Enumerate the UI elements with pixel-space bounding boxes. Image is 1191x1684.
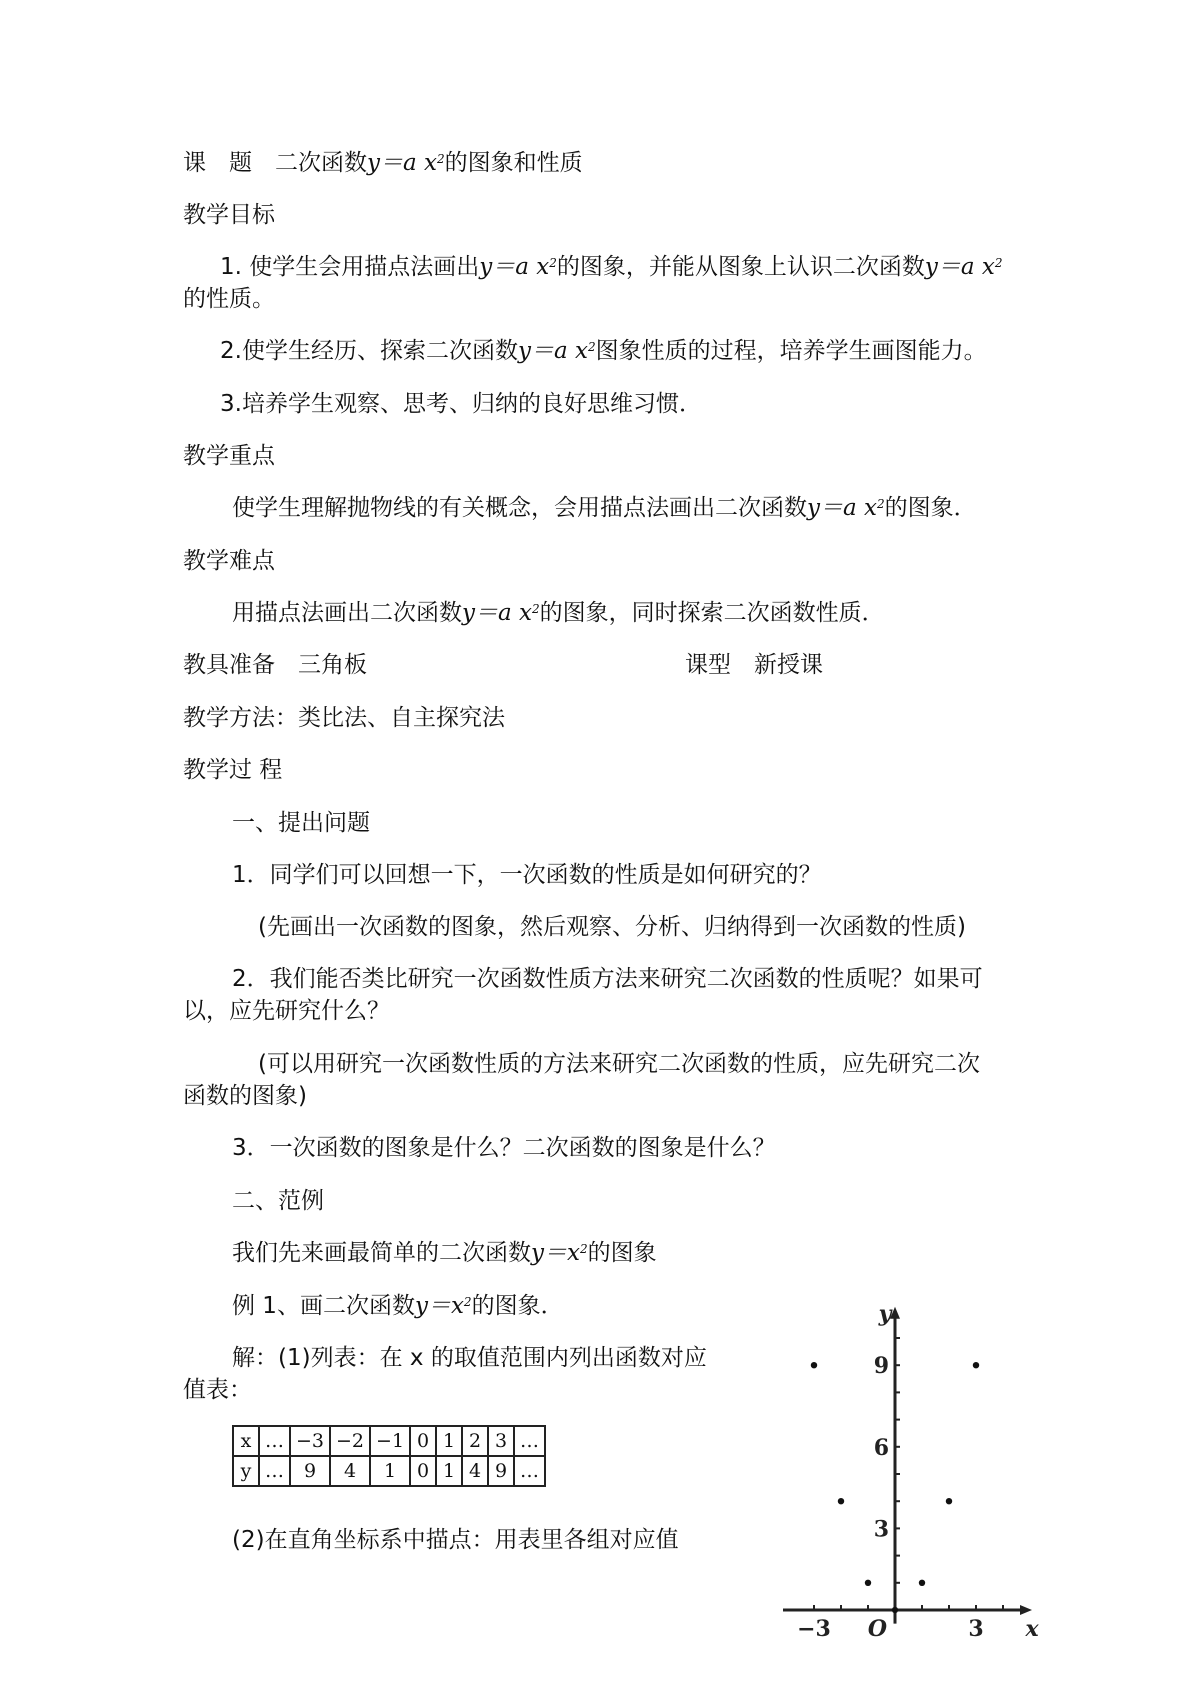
formula: y＝a $x^2$ <box>462 600 540 626</box>
tools-value: 三角板 <box>298 652 367 678</box>
table-cell: 1 <box>436 1456 462 1486</box>
key-points-text: 使学生理解抛物线的有关概念，会用描点法画出二次函数y＝a $x^2$的图象． <box>232 495 977 521</box>
table-cell: 1 <box>370 1456 410 1486</box>
scatter-chart <box>760 1300 1050 1640</box>
formula: y＝a $x^2$ <box>479 254 557 280</box>
objective-1-line1: 1. 使学生会用描点法画出y＝a $x^2$的图象，并能从图象上认识二次函数y＝a $x^2$ <box>220 254 1003 280</box>
answer-2-line2: 函数的图象) <box>183 1083 307 1109</box>
answer-2-line1: (可以用研究一次函数性质的方法来研究二次函数的性质，应先研究二次 <box>258 1051 980 1077</box>
data-point <box>892 1607 898 1613</box>
objective-3: 3.培养学生观察、思考、归纳的良好思维习惯． <box>220 391 702 417</box>
key-points-heading: 教学重点 <box>183 443 275 469</box>
title-suffix: 的图象和性质 <box>444 150 583 176</box>
y-axis-label: y <box>878 1300 892 1327</box>
x-axis-arrow <box>1020 1605 1032 1615</box>
difficulties-text: 用描点法画出二次函数y＝a $x^2$的图象，同时探索二次函数性质． <box>232 600 885 626</box>
section2-heading: 二、范例 <box>232 1188 324 1214</box>
table-cell: 0 <box>410 1426 436 1456</box>
step-2: (2)在直角坐标系中描点：用表里各组对应值 <box>232 1527 679 1553</box>
solution-line1: 解：(1)列表：在 x 的取值范围内列出函数对应 <box>232 1345 707 1371</box>
tools-row <box>183 650 367 680</box>
solution-line2: 值表： <box>183 1377 252 1403</box>
tools-label: 教具准备 <box>183 652 275 678</box>
data-point <box>919 1580 925 1586</box>
question-2-line1: 2．我们能否类比研究一次函数性质方法来研究二次函数的性质呢？如果可 <box>232 966 983 992</box>
answer-1: (先画出一次函数的图象，然后观察、分析、归纳得到一次函数的性质) <box>258 914 966 940</box>
question-1: 1．同学们可以回想一下，一次函数的性质是如何研究的？ <box>232 862 822 888</box>
data-point <box>865 1580 871 1586</box>
table-cell: … <box>259 1426 290 1456</box>
formula: y＝a $x^2$ <box>367 150 445 176</box>
example-1: 例 1、画二次函数$y=x^2$的图象． <box>232 1293 564 1319</box>
objective-2: 2.使学生经历、探索二次函数y＝a $x^2$图象性质的过程，培养学生画图能力。 <box>220 338 987 364</box>
y-axis-arrow <box>890 1307 900 1319</box>
lesson-type-label: 课型 <box>685 652 731 678</box>
table-cell: −2 <box>330 1426 370 1456</box>
table-cell: 4 <box>330 1456 370 1486</box>
section2-intro: 我们先来画最简单的二次函数$y=x^2$的图象 <box>232 1240 657 1266</box>
objective-1-line2: 的性质。 <box>183 286 275 312</box>
value-table <box>232 1425 546 1487</box>
origin-label: O <box>867 1616 887 1640</box>
table-cell: −1 <box>370 1426 410 1456</box>
y-tick-label: 9 <box>873 1353 889 1380</box>
data-point <box>973 1362 979 1368</box>
title-text: 二次函数 <box>275 150 367 176</box>
x-tick-label: 3 <box>968 1616 984 1640</box>
table-cell: 2 <box>462 1426 488 1456</box>
x-tick-label: −3 <box>797 1616 831 1640</box>
lesson-type <box>685 650 823 680</box>
formula: y＝a $x^2$ <box>517 338 596 364</box>
question-2-line2: 以，应先研究什么？ <box>183 998 390 1024</box>
table-cell: 1 <box>436 1426 462 1456</box>
lesson-title <box>183 148 583 178</box>
table-row-y <box>233 1456 545 1486</box>
difficulties-heading: 教学难点 <box>183 548 275 574</box>
objectives-heading: 教学目标 <box>183 202 275 228</box>
title-label: 课 题 <box>183 150 252 176</box>
process-heading: 教学过 程 <box>183 757 283 783</box>
formula: $y=x^2$ <box>531 1240 588 1266</box>
formula: $y=x^2$ <box>414 1293 472 1319</box>
y-tick-label: 3 <box>873 1516 889 1543</box>
teaching-method: 教学方法：类比法、自主探究法 <box>183 705 505 731</box>
data-point <box>946 1498 952 1504</box>
table-cell: 0 <box>410 1456 436 1486</box>
table-cell: 3 <box>488 1426 514 1456</box>
question-3: 3．一次函数的图象是什么？二次函数的图象是什么？ <box>232 1135 776 1161</box>
formula: y＝a $x^2$ <box>807 495 885 521</box>
table-cell: −3 <box>290 1426 330 1456</box>
table-cell: 9 <box>290 1456 330 1486</box>
table-row-x <box>233 1426 545 1456</box>
table-cell: x <box>233 1426 259 1456</box>
data-point <box>838 1498 844 1504</box>
table-cell: y <box>233 1456 259 1486</box>
y-tick-label: 6 <box>873 1434 889 1461</box>
section1-heading: 一、提出问题 <box>232 810 370 836</box>
table-cell: … <box>514 1456 545 1486</box>
data-point <box>811 1362 817 1368</box>
table-cell: 4 <box>462 1456 488 1486</box>
lesson-type-value: 新授课 <box>754 652 823 678</box>
x-axis-label: x <box>1025 1616 1039 1640</box>
table-cell: … <box>259 1456 290 1486</box>
table-cell: … <box>514 1426 545 1456</box>
formula: y＝a $x^2$ <box>924 254 1003 280</box>
table-cell: 9 <box>488 1456 514 1486</box>
